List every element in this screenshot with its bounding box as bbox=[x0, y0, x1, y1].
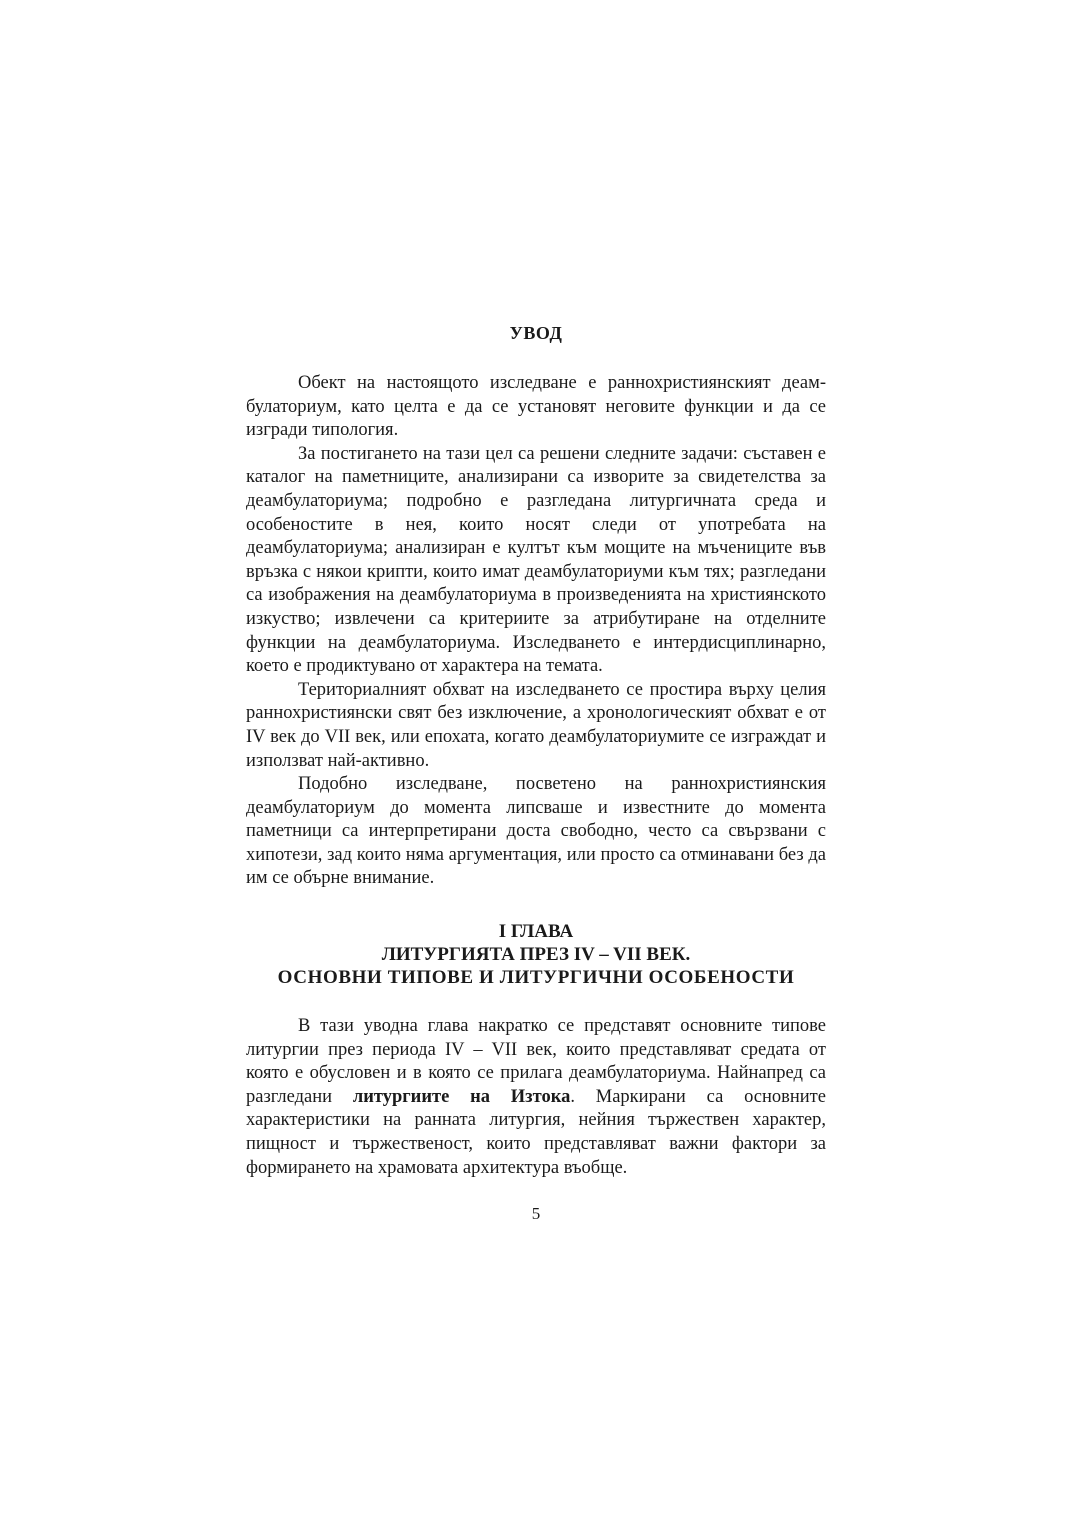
chapter-number: I ГЛАВА bbox=[498, 921, 574, 942]
page-number: 5 bbox=[531, 1204, 541, 1223]
chapter-title-line-2: ОСНОВНИ ТИПОВЕ И ЛИТУРГИЧНИ ОСОБЕНОСТИ bbox=[277, 967, 795, 988]
intro-body bbox=[246, 372, 826, 891]
chapter-body bbox=[246, 1015, 826, 1180]
chapter-paragraph-text-end: . Маркирани са основните характеристики на ранната литургия, нейния тържествен характер, пищност и тържественост, които представляват важни фактори за формирането на храмовата архитектура въобще. bbox=[246, 1086, 826, 1178]
chapter-paragraph-text-start: В тази уводна глава накратко се представят основните типове литургии през периода IV – VII век, които представляват средата от която е обусловен и в която се прилага деамбулаториума. Найнапред са разгледани bbox=[246, 1016, 826, 1107]
chapter-paragraph-emphasis: литургиите на Изтока bbox=[352, 1086, 571, 1107]
chapter-heading bbox=[246, 920, 826, 989]
intro-paragraph-4: Подобно изследване, посветено на раннохристиянския деамбулаториум до момента липсваше и известните до момента паметници са интерпретирани доста свободно, често са свързвани с хипотези, зад които няма аргументация, или просто са отминавани без да им се обърне внимание. bbox=[246, 774, 826, 889]
chapter-title-line-1: ЛИТУРГИЯТА ПРЕЗ IV – VII ВЕК. bbox=[381, 944, 691, 965]
intro-paragraph-1: Обект на настоящото изследване е раннохристиянският деамбулаториум, като целта е да се установят неговите функции и да се изгради типология. bbox=[246, 373, 826, 441]
intro-title: УВОД bbox=[509, 323, 563, 343]
intro-paragraph-2: За постигането на тази цел са решени следните задачи: съставен е каталог на паметниците, анализирани са изворите за свидетелства за деамбулаториума; подробно е разгледана литургичната среда и особеностите в нея, които носят следи от употребата на деамбулаториума; анализиран е култът към мощите на мъчениците във връзка с някои крипти, които имат деамбулаториуми към тях; разгледани са изображения на деамбулаториума в произведенията на християнското изкуство; извлечени са критериите за атрибутиране на отделните функции на деамбулаториума. Изследването е интердисциплинарно, което е продиктувано от характера на темата. bbox=[246, 443, 826, 677]
chapter-paragraph-1 bbox=[246, 1015, 826, 1180]
intro-paragraph-3: Териториалният обхват на изследването се простира върху целия раннохристиянски свят без изключение, а хронологическият обхват е от IV век до VII век, или епохата, когато деамбулаториумите се изграждат и използват най-активно. bbox=[246, 679, 826, 771]
